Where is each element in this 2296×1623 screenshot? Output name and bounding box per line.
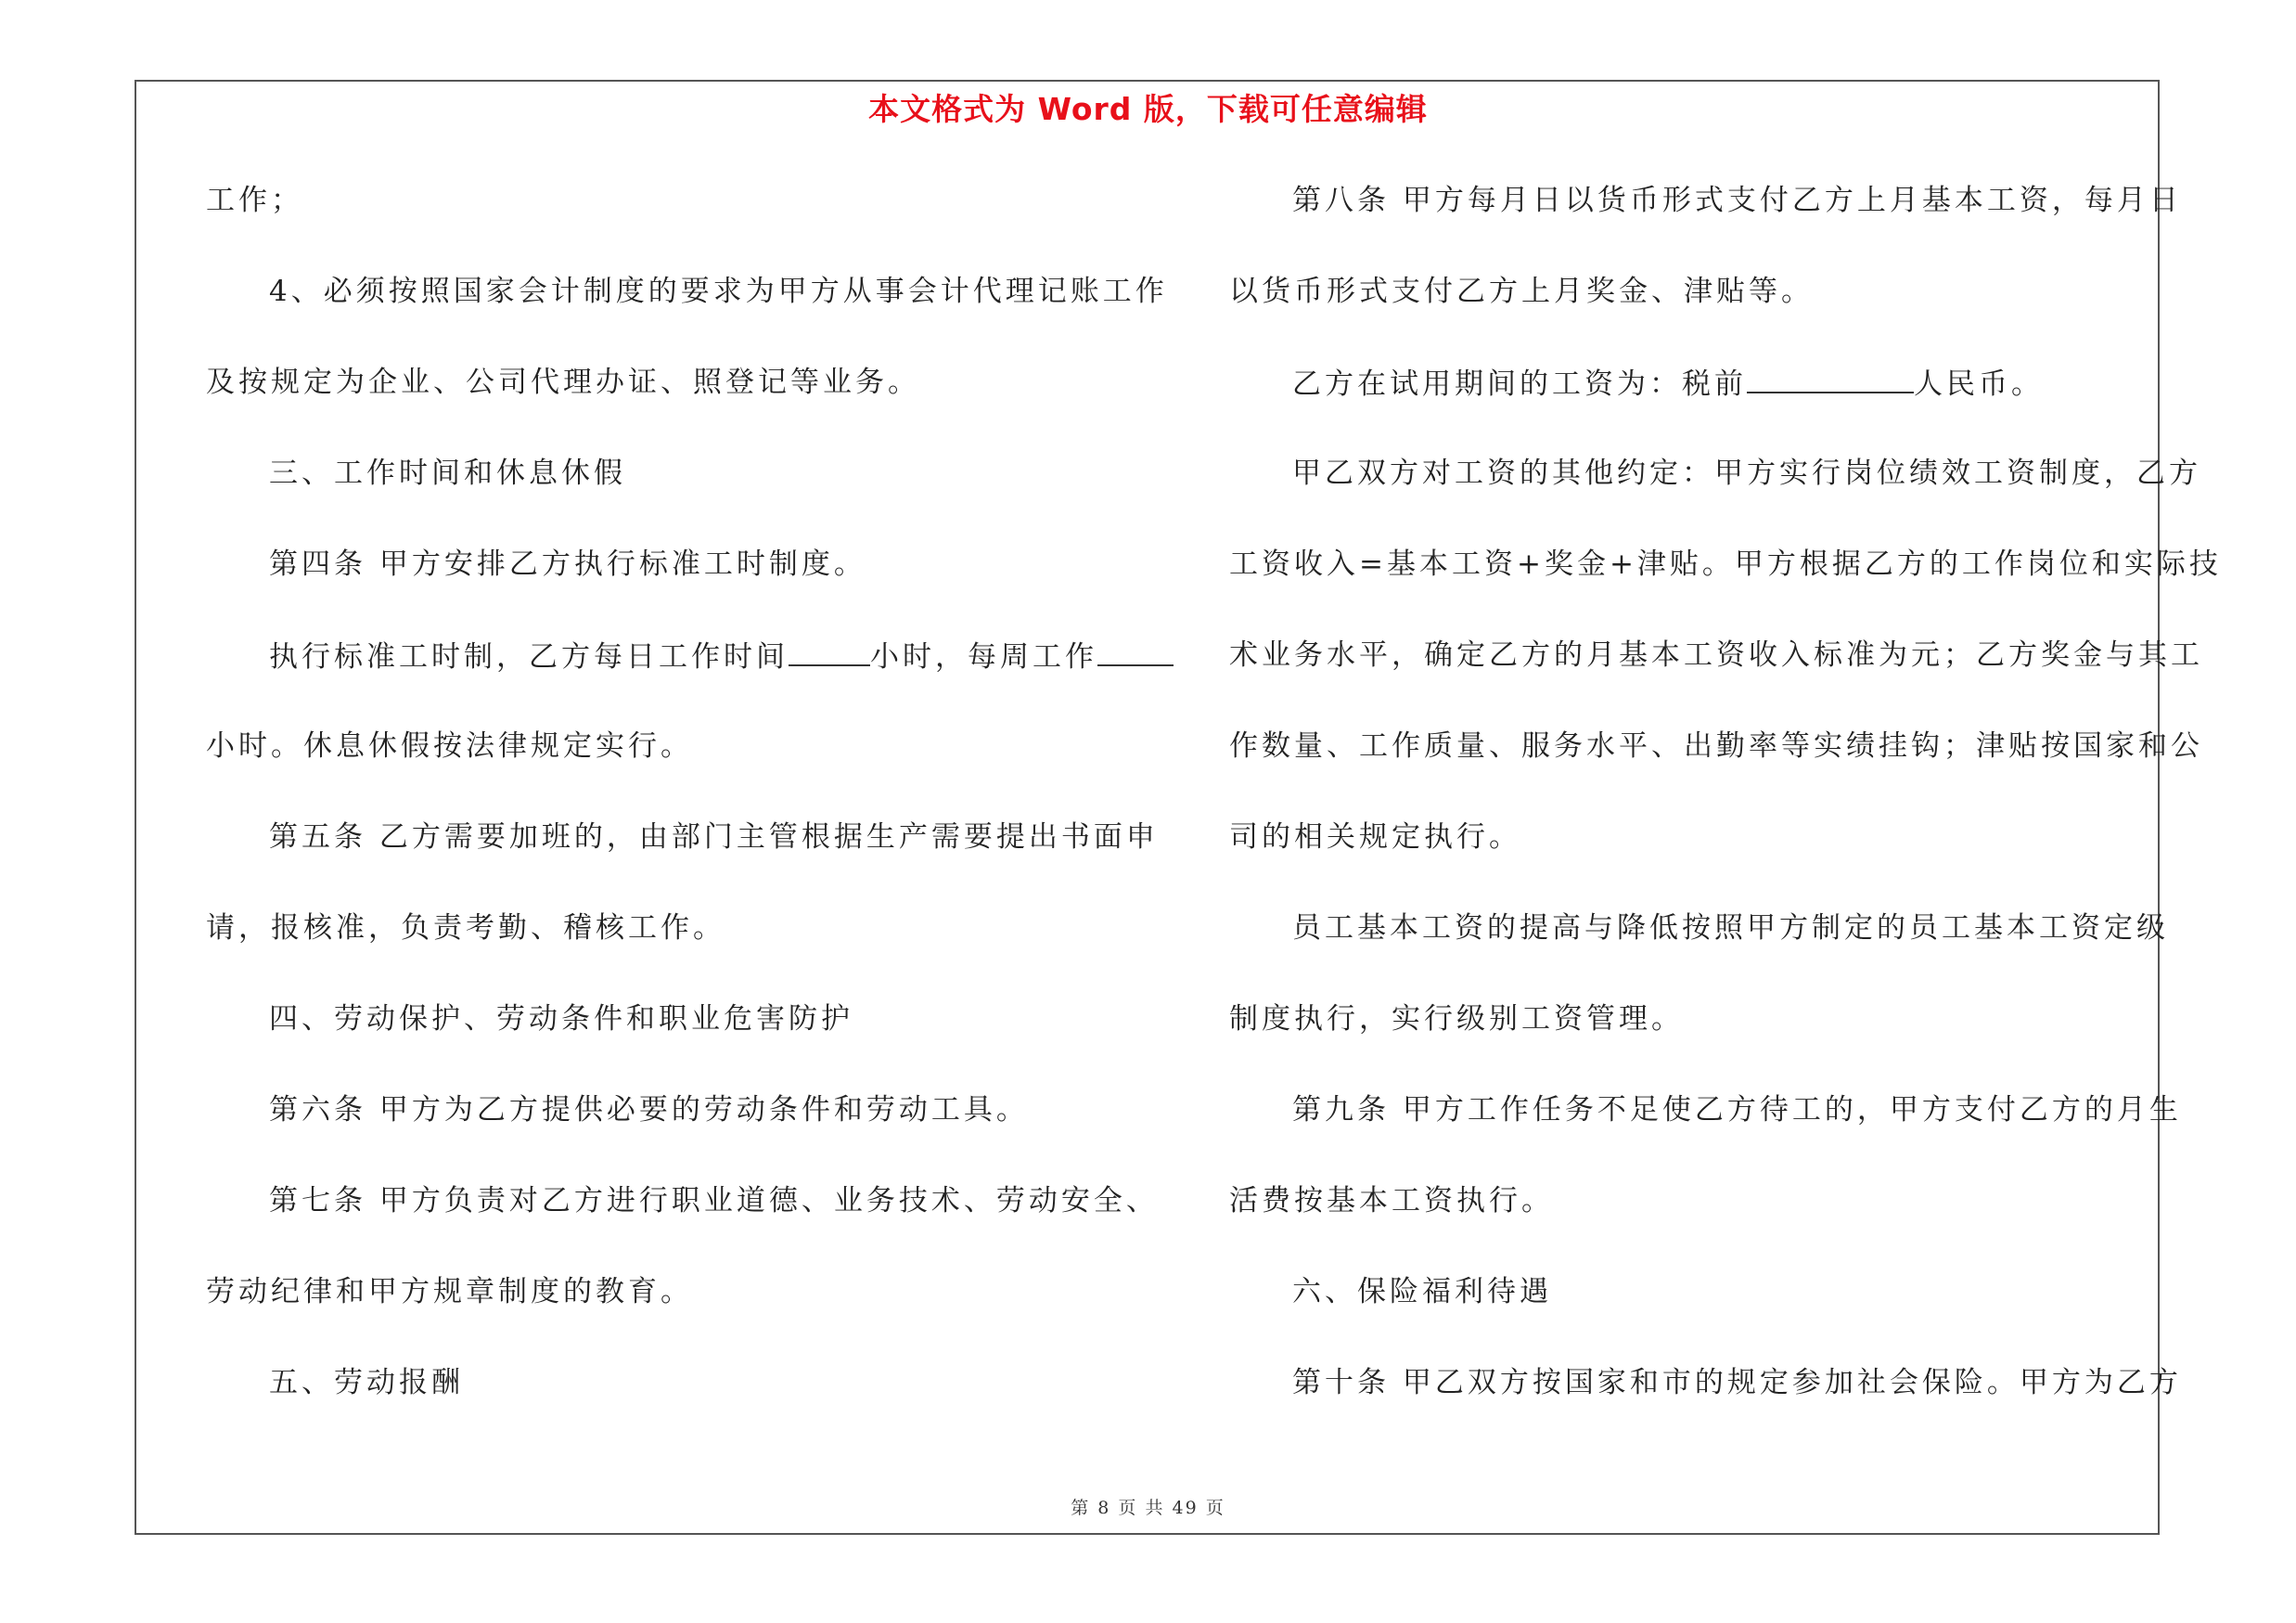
- text-line: 活费按基本工资执行。: [1229, 1184, 1554, 1217]
- text-line: 工作；: [206, 184, 303, 217]
- text-line: 请，报核准，负责考勤、稽核工作。: [206, 911, 725, 945]
- text-line: 术业务水平，确定乙方的月基本工资收入标准为元；乙方奖金与其工: [1229, 638, 2203, 672]
- text-line: 工资收入=基本工资+奖金+津贴。甲方根据乙方的工作岗位和实际技: [1229, 547, 2222, 581]
- text-line: [206, 637, 1143, 728]
- text-line: 4、必须按照国家会计制度的要求为甲方从事会计代理记账工作: [269, 275, 1168, 308]
- section-heading: 三、工作时间和休息休假: [269, 457, 626, 490]
- text-segment: 人民币。: [1914, 367, 2044, 401]
- left-column: [206, 182, 1168, 1455]
- text-line: 甲乙双方对工资的其他约定：甲方实行岗位绩效工资制度，乙方: [1292, 457, 2201, 490]
- text-line: [1229, 364, 2157, 455]
- text-line: 及按规定为企业、公司代理办证、照登记等业务。: [206, 366, 920, 399]
- article-line: 第七条 甲方负责对乙方进行职业道德、业务技术、劳动安全、: [269, 1184, 1159, 1217]
- text-line: 作数量、工作质量、服务水平、出勤率等实绩挂钩；津贴按国家和公: [1229, 729, 2203, 763]
- article-line: 第五条 乙方需要加班的，由部门主管根据生产需要提出书面申: [269, 820, 1159, 854]
- text-line: 制度执行，实行级别工资管理。: [1229, 1002, 1684, 1036]
- text-line: 司的相关规定执行。: [1229, 820, 1521, 854]
- text-line: 劳动纪律和甲方规章制度的教育。: [206, 1275, 693, 1308]
- text-line: 员工基本工资的提高与降低按照甲方制定的员工基本工资定级: [1292, 911, 2169, 945]
- article-line: 第十条 甲乙双方按国家和市的规定参加社会保险。甲方为乙方: [1292, 1366, 2182, 1399]
- article-line: 第八条 甲方每月日以货币形式支付乙方上月基本工资，每月日: [1292, 184, 2182, 217]
- section-heading: 四、劳动保护、劳动条件和职业危害防护: [269, 1002, 853, 1036]
- format-banner: 本文格式为 Word 版，下载可任意编辑: [868, 91, 1428, 127]
- text-segment: 乙方在试用期间的工资为：税前: [1292, 367, 1747, 401]
- fill-blank: [1747, 364, 1914, 393]
- fill-blank: [1097, 637, 1174, 666]
- page-number-footer: 第 8 页 共 49 页: [1071, 1498, 1225, 1518]
- text-line: 小时。休息休假按法律规定实行。: [206, 729, 693, 763]
- article-line: 第九条 甲方工作任务不足使乙方待工的，甲方支付乙方的月生: [1292, 1093, 2182, 1127]
- text-line: 以货币形式支付乙方上月奖金、津贴等。: [1229, 275, 1814, 308]
- article-line: 第六条 甲方为乙方提供必要的劳动条件和劳动工具。: [269, 1093, 1029, 1127]
- right-column: [1229, 182, 2222, 1455]
- fill-blank: [789, 637, 870, 666]
- section-heading: 五、劳动报酬: [269, 1366, 464, 1399]
- section-heading: 六、保险福利待遇: [1292, 1275, 1552, 1308]
- text-segment: 小时，每周工作: [870, 640, 1097, 674]
- article-line: 第四条 甲方安排乙方执行标准工时制度。: [269, 547, 866, 581]
- text-segment: 执行标准工时制，乙方每日工作时间: [269, 640, 789, 674]
